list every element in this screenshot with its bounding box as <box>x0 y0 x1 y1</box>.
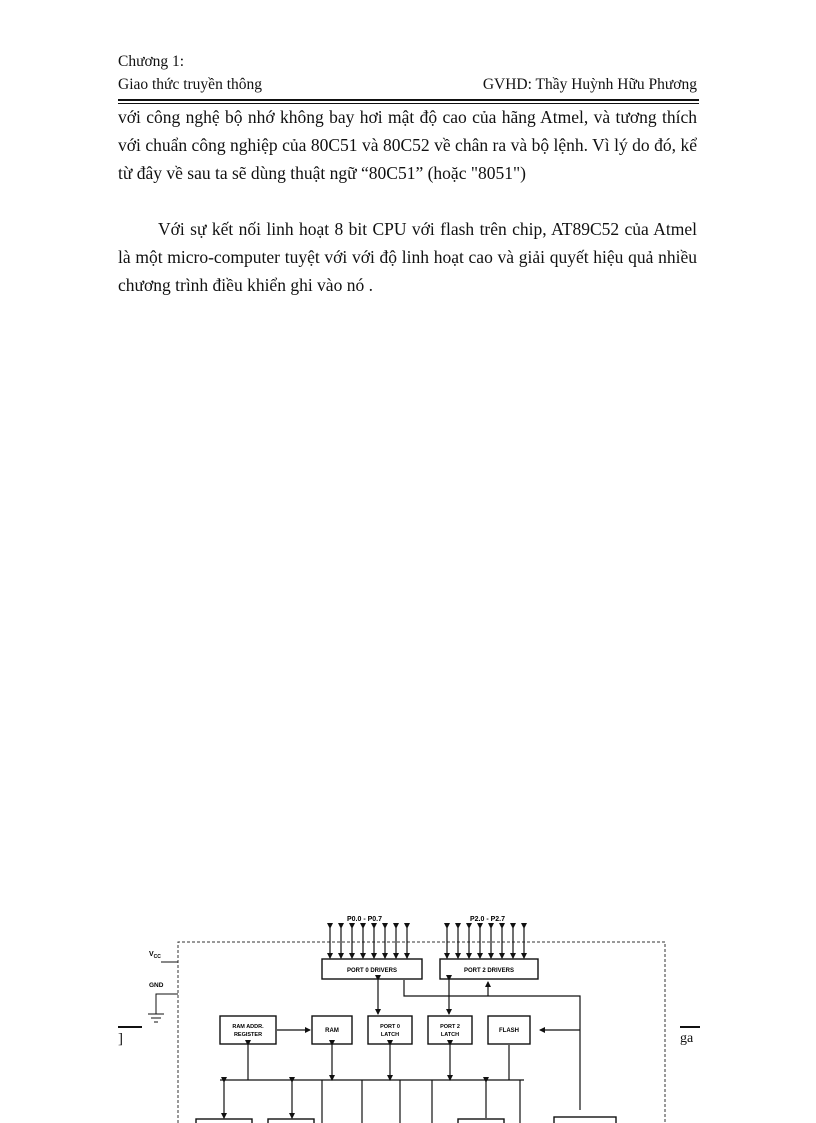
vcc-label: $V_{CC}$ <box>149 951 161 960</box>
ground-symbol <box>148 994 178 1022</box>
ram-addr-register-block <box>220 1016 276 1044</box>
flash-return-line <box>404 980 580 1110</box>
port0-latch-label-2: LATCH <box>380 1032 400 1038</box>
port2-pins-label: P2.0 - P2.7 <box>470 916 506 923</box>
subject-label: Giao thức truyền thông <box>118 76 262 93</box>
flash-label: FLASH <box>499 1028 519 1034</box>
port0-latch-block <box>368 1016 412 1044</box>
paragraph-2: Với sự kết nối linh hoạt 8 bit CPU với flash trên chip, AT89C52 của Atmel là một micro-computer tuyệt với với độ linh hoạt cao và giải quyết hiệu quả nhiều chương trình điều khiển ghi vào nó . <box>118 219 697 295</box>
paragraph-1: với công nghệ bộ nhớ không bay hơi mật độ cao của hãng Atmel, và tương thích với chuẩn công nghiệp của 80C51 và 80C52 về chân ra và bộ lệnh. Vì lý do đó, kể từ đây về sau ta sẽ dùng thuật ngữ “80C51” (hoặc "8051") <box>118 107 697 183</box>
port2-latch-label-2: LATCH <box>440 1032 460 1038</box>
ram-addr-label-1: RAM ADDR. <box>232 1024 264 1030</box>
footer-left-fragment: ] <box>118 1031 123 1047</box>
chapter-label: Chương 1: <box>118 53 185 70</box>
ram-addr-label-2: REGISTER <box>233 1032 263 1038</box>
port0-pin-arrows <box>330 928 407 958</box>
port0-drivers-label: PORT 0 DRIVERS <box>346 968 398 974</box>
port2-latch-label-1: PORT 2 <box>440 1024 460 1030</box>
supervisor-label: GVHD: Thầy Huỳnh Hữu Phương <box>482 76 697 93</box>
port2-latch-block <box>428 1016 472 1044</box>
footer-right-fragment: ga <box>680 1031 694 1046</box>
port0-latch-label-1: PORT 0 <box>380 1024 400 1030</box>
port2-pin-arrows <box>447 928 524 958</box>
footer-right <box>680 1026 700 1048</box>
gnd-label: GND <box>149 982 164 989</box>
footer-left <box>118 1026 142 1048</box>
header-rule-thick <box>118 99 699 101</box>
ram-label: RAM <box>325 1028 339 1034</box>
port0-pins-label: P0.0 - P0.7 <box>347 916 383 923</box>
page-header <box>118 50 697 96</box>
block-diagram <box>140 905 680 1123</box>
port2-drivers-label: PORT 2 DRIVERS <box>463 968 515 974</box>
